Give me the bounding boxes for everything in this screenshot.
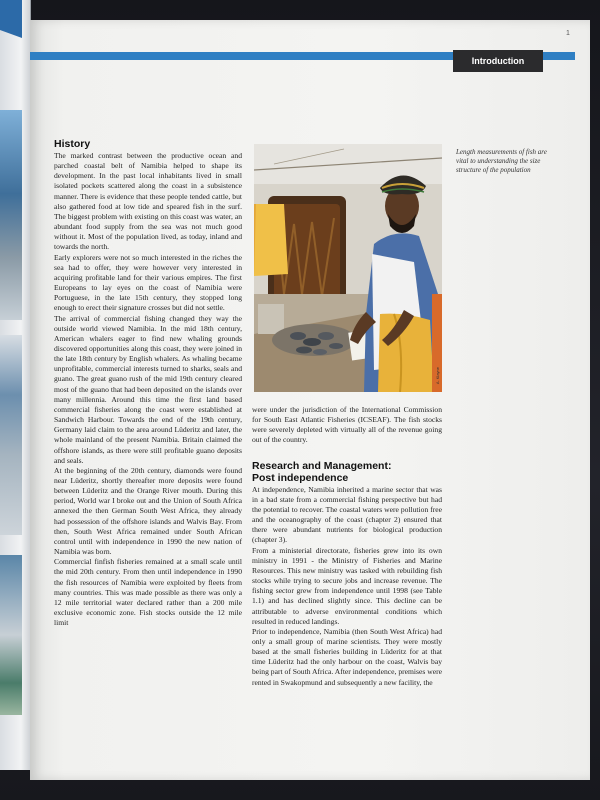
research-heading	[252, 460, 442, 484]
document-page	[30, 20, 590, 780]
fish-measurement-photo	[254, 144, 442, 392]
research-paragraph: At independence, Namibia inherited a marine sector that was in a bad state from a commercial fishing perspective but had the potential to recover. The coastal waters were pollution free and the oceanography of the coast (chapter 2) ensured that there were abundant nutrients for biological production (chapter 3).	[252, 484, 442, 545]
history-paragraph: Early explorers were not so much interested in the riches the sea had to offer, they were however very interested in acquiring profitable land for their various empires. The first Europeans to lay eyes on the coast of Namibia were Portuguese, in the late 15th century, they stopped long enough to erect their signature crosses but did not settle.	[54, 252, 242, 313]
page-number: 1	[566, 30, 570, 37]
research-paragraph: From a ministerial directorate, fisheries grew into its own ministry in 1991 - the Ministry of Fisheries and Marine Resources. This new ministry was tasked with rebuilding fish stocks while trying to secure jobs and increase revenue. The fishing sector grew from independence until 1998 (see Table 1.1) and has declined slightly since. This decline can be attributable to adverse environmental conditions which resulted in reduced landings.	[252, 545, 442, 626]
previous-page-photo-3	[0, 555, 22, 715]
photo-caption: Length measurements of fish are vital to understanding the size structure of the population	[456, 148, 547, 175]
previous-page-photo-1	[0, 110, 22, 320]
research-heading-line-2: Post independence	[252, 471, 349, 484]
previous-page-band	[0, 0, 22, 38]
previous-page-photo-2	[0, 335, 22, 535]
history-paragraph: The arrival of commercial fishing changed they way the outside world viewed Namibia. In the mid 18th century, American whalers eager to find new whaling grounds discovered opportunities along this coast, they were joined in the late 18th century by English whalers. As whaling became unprofitable, commercial interests turned to sharks, seals and guano. The great guano rush of the mid 19th century cleared most of the guano that had been deposited on the islands over many millennia. Around this time the first land based commercial fisheries along the coast were established at Sandwich Harbour. Towards the end of the 19th century, Germany laid claim to the area around Lüderitz and later, the whole mainland of the present Namibia. Britain claimed the offshore islands, as there were still profitable guano deposits and seals.	[54, 313, 242, 465]
history-paragraph: At the beginning of the 20th century, diamonds were found near Lüderitz, shortly thereafter more deposits were found between Lüderitz and the Orange River mouth. During this period, World war I broke out and the Union of South Africa annexed the then German South West Africa, they already had possession of the offshore islands and Walvis Bay. From then, South West Africa remained under South African control until with independence in 1990 the new nation of Namibia was born.	[54, 465, 242, 557]
history-column	[54, 138, 242, 628]
history-paragraph: The marked contrast between the productive ocean and parched coastal belt of Namibia helped to shape its development. In the past local inhabitants lived in small isolated pockets scattered along the coast in a subsistence manner. There is evidence that these people tended cattle, but also gathered food at low tide and speared fish in the surf. The biggest problem with existing on this coast was water, an abundant food supply from the sea was not much good without it. Most of the population lived, as today, inland and towards the north.	[54, 151, 242, 252]
photo-credit: A. Klayne	[435, 366, 440, 384]
research-paragraph: Prior to independence, Namibia (then South West Africa) had only a small group of marine scientists. They were mostly based at the small fisheries building in Lüderitz for at that time Lüderitz had the only harbour on the coast, Walvis bay being part of South Africa. After independence, premises were rented in Swakopmund and subsequently a new facility, the	[252, 626, 442, 687]
history-paragraph: Commercial finfish fisheries remained at a small scale until the mid 20th century. From then until independence in 1990 the fish resources of Namibia were exploited by fleets from many countries. This was made possible as there was only a 12 mile territorial water declared rather than a 200 mile exclusive economic zone. Fish stocks outside the 12 mile limit	[54, 557, 242, 628]
research-column	[252, 405, 442, 688]
previous-page-edge	[0, 0, 31, 770]
section-tab: Introduction	[453, 50, 543, 72]
history-heading: History	[54, 138, 91, 150]
research-heading-line-1: Research and Management:	[252, 459, 392, 472]
photo-illustration	[254, 144, 442, 392]
continuation-paragraph: were under the jurisdiction of the International Commission for South East Atlantic Fisheries (ICSEAF). The fish stocks were severely depleted with virtually all of the revenue going out of the country.	[252, 405, 442, 445]
